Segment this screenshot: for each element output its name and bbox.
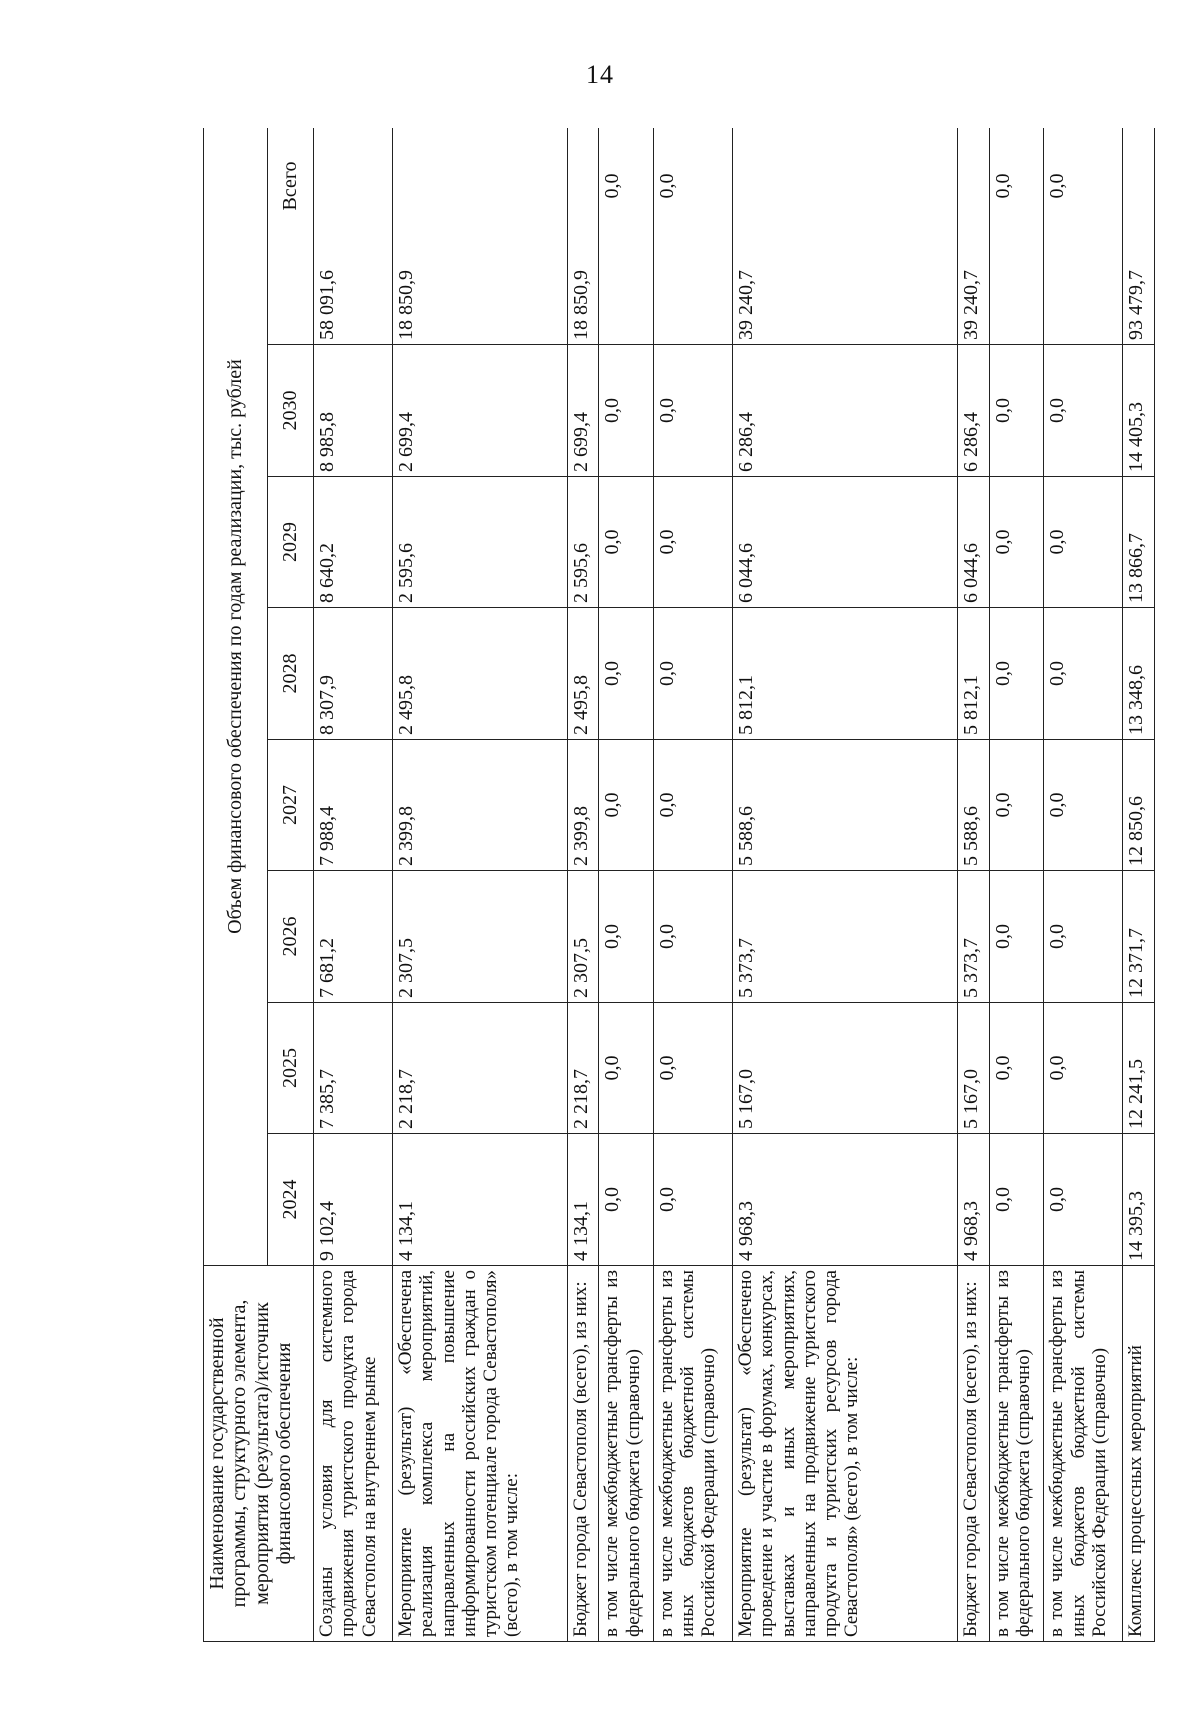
rotated-table-frame (203, 128, 1155, 1642)
row-value: 0,0 (989, 608, 1044, 740)
row-value: 8 307,9 (314, 608, 393, 740)
row-value: 0,0 (599, 1134, 654, 1266)
financing-table (203, 128, 1155, 1642)
table-body (314, 128, 1155, 1642)
row-value: 0,0 (653, 345, 732, 477)
row-name: в том числе межбюджетные трансферты из иных бюджетов бюджетной системы Российской Федерации (справочно) (653, 1266, 732, 1642)
row-value: 4 968,3 (732, 1134, 957, 1266)
header-year: 2029 (268, 477, 314, 608)
header-total: Всего (268, 128, 314, 345)
row-value: 0,0 (989, 1003, 1044, 1134)
row-value: 6 044,6 (958, 477, 989, 608)
row-value: 0,0 (1044, 1134, 1123, 1266)
row-value: 2 699,4 (567, 345, 598, 477)
row-value: 0,0 (989, 1134, 1044, 1266)
row-value: 12 241,5 (1123, 1003, 1155, 1134)
row-name: в том числе межбюджетные трансферты из иных бюджетов бюджетной системы Российской Федерации (справочно) (1044, 1266, 1123, 1642)
row-total: 18 850,9 (393, 128, 568, 345)
row-value: 6 044,6 (732, 477, 957, 608)
row-value: 0,0 (1044, 345, 1123, 477)
row-value: 5 373,7 (958, 871, 989, 1003)
row-value: 13 866,7 (1123, 477, 1155, 608)
row-value: 4 134,1 (393, 1134, 568, 1266)
header-year: 2025 (268, 1003, 314, 1134)
row-value: 8 985,8 (314, 345, 393, 477)
row-name: в том числе межбюджетные трансферты из федерального бюджета (справочно) (599, 1266, 654, 1642)
row-value: 2 595,6 (393, 477, 568, 608)
row-value: 2 699,4 (393, 345, 568, 477)
row-name: Бюджет города Севастополя (всего), из них: (567, 1266, 598, 1642)
header-year: 2027 (268, 740, 314, 871)
table-row (653, 128, 732, 1642)
row-total: 39 240,7 (732, 128, 957, 345)
row-value: 5 588,6 (732, 740, 957, 871)
row-value: 2 307,5 (567, 871, 598, 1003)
header-volume-title: Объем финансового обеспечения по годам реализации, тыс. рублей (204, 128, 268, 1266)
row-value: 12 371,7 (1123, 871, 1155, 1003)
row-value: 0,0 (653, 740, 732, 871)
row-value: 0,0 (599, 477, 654, 608)
row-value: 2 218,7 (567, 1003, 598, 1134)
row-value: 14 405,3 (1123, 345, 1155, 477)
header-year: 2026 (268, 871, 314, 1003)
row-value: 6 286,4 (958, 345, 989, 477)
row-name: Комплекс процессных мероприятий (1123, 1266, 1155, 1642)
row-value: 4 968,3 (958, 1134, 989, 1266)
row-name: Мероприятие (результат) «Обеспечено проведение и участие в форумах, конкурсах, выставках и иных мероприятиях, направленных на продвижение туристского продукта и туристских ресурсов города Севастополя» (всего), в том числе: (732, 1266, 957, 1642)
row-value: 0,0 (1044, 1003, 1123, 1134)
row-total: 93 479,7 (1123, 128, 1155, 345)
row-value: 0,0 (653, 871, 732, 1003)
table-row (732, 128, 957, 1642)
row-name: Созданы условия для системного продвижения туристского продукта города Севастополя на внутреннем рынке (314, 1266, 393, 1642)
row-value: 7 385,7 (314, 1003, 393, 1134)
row-name: в том числе межбюджетные трансферты из федерального бюджета (справочно) (989, 1266, 1044, 1642)
row-total: 0,0 (989, 128, 1044, 345)
row-value: 2 307,5 (393, 871, 568, 1003)
table-row (958, 128, 989, 1642)
row-value: 0,0 (599, 740, 654, 871)
row-value: 2 218,7 (393, 1003, 568, 1134)
header-name-column: Наименование государственной программы, структурного элемента, мероприятия (результата)/источник финансового обеспечения (204, 1266, 314, 1642)
header-year: 2028 (268, 608, 314, 740)
table-row (989, 128, 1044, 1642)
row-value: 0,0 (653, 477, 732, 608)
row-total: 0,0 (599, 128, 654, 345)
row-value: 14 395,3 (1123, 1134, 1155, 1266)
row-value: 9 102,4 (314, 1134, 393, 1266)
row-total: 0,0 (1044, 128, 1123, 345)
row-value: 0,0 (1044, 740, 1123, 871)
page-number: 14 (586, 60, 614, 89)
row-total: 58 091,6 (314, 128, 393, 345)
row-value: 0,0 (989, 871, 1044, 1003)
row-value: 8 640,2 (314, 477, 393, 608)
row-name: Мероприятие (результат) «Обеспечена реализация комплекса мероприятий, направленных на повышение информированности российских граждан о туристском потенциале города Севастополя» (всего), в том числе: (393, 1266, 568, 1642)
row-value: 5 588,6 (958, 740, 989, 871)
row-value: 0,0 (599, 608, 654, 740)
row-value: 12 850,6 (1123, 740, 1155, 871)
row-value: 0,0 (653, 1003, 732, 1134)
row-value: 0,0 (989, 477, 1044, 608)
row-total: 0,0 (653, 128, 732, 345)
row-value: 5 167,0 (732, 1003, 957, 1134)
row-value: 0,0 (1044, 608, 1123, 740)
table-row (314, 128, 393, 1642)
row-value: 0,0 (653, 1134, 732, 1266)
row-value: 0,0 (1044, 477, 1123, 608)
table-row (1123, 128, 1155, 1642)
row-value: 0,0 (989, 345, 1044, 477)
row-value: 7 681,2 (314, 871, 393, 1003)
row-value: 5 812,1 (958, 608, 989, 740)
header-year: 2024 (268, 1134, 314, 1266)
row-total: 18 850,9 (567, 128, 598, 345)
table-row (599, 128, 654, 1642)
row-name: Бюджет города Севастополя (всего), из них: (958, 1266, 989, 1642)
table-row (1044, 128, 1123, 1642)
row-value: 0,0 (599, 871, 654, 1003)
row-value: 2 495,8 (567, 608, 598, 740)
row-value: 2 595,6 (567, 477, 598, 608)
row-value: 5 812,1 (732, 608, 957, 740)
row-value: 0,0 (653, 608, 732, 740)
row-value: 2 399,8 (393, 740, 568, 871)
row-value: 7 988,4 (314, 740, 393, 871)
header-year: 2030 (268, 345, 314, 477)
row-value: 6 286,4 (732, 345, 957, 477)
row-value: 5 167,0 (958, 1003, 989, 1134)
row-value: 5 373,7 (732, 871, 957, 1003)
row-value: 0,0 (1044, 871, 1123, 1003)
row-value: 2 495,8 (393, 608, 568, 740)
row-value: 0,0 (599, 345, 654, 477)
row-value: 0,0 (599, 1003, 654, 1134)
row-value: 2 399,8 (567, 740, 598, 871)
row-value: 13 348,6 (1123, 608, 1155, 740)
row-value: 0,0 (989, 740, 1044, 871)
rotated-table-content (203, 128, 1155, 1642)
row-total: 39 240,7 (958, 128, 989, 345)
table-row (567, 128, 598, 1642)
row-value: 4 134,1 (567, 1134, 598, 1266)
table-row (393, 128, 568, 1642)
